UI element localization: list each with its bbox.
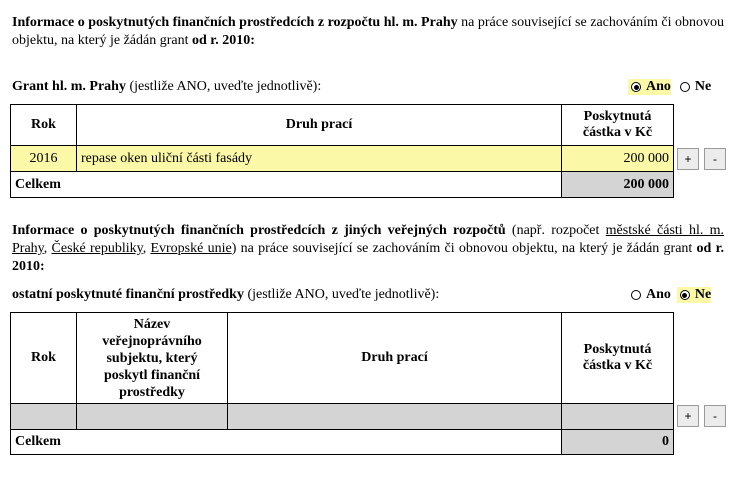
section2-question-bold: ostatní poskytnuté finanční prostředky: [12, 287, 244, 302]
row-rok-input[interactable]: [10, 403, 77, 430]
link-mestska-cast[interactable]: městské části hl. m. Prahy: [12, 223, 724, 256]
section2-add-row-button[interactable]: +: [677, 405, 699, 427]
section2-intro-bold: Informace o poskytnutých finančních prostředcích z jiných veřejných rozpočtů: [12, 223, 506, 238]
header-castka-line1: Poskytnutá: [583, 342, 652, 357]
section1-remove-row-button[interactable]: -: [704, 148, 726, 170]
header-castka: [561, 312, 674, 404]
section1-radio-ano[interactable]: [628, 79, 671, 95]
section1-intro-rest: na práce související se zachováním či obnovou objektu, na který je žádán grant: [12, 15, 724, 48]
section2-radio-ne[interactable]: [677, 287, 711, 303]
row-druh-input[interactable]: [227, 403, 562, 430]
row-castka-input[interactable]: 200 000: [561, 145, 674, 172]
radio-checked-icon: [680, 290, 690, 300]
header-subjekt-line1: Název: [133, 316, 171, 332]
radio-unchecked-icon: [631, 290, 641, 300]
section2-intro-rest2: ) na práce související se zachováním či obnovou objektu, na který je žádán grant: [231, 241, 697, 256]
header-castka: [561, 104, 674, 146]
section2-radio-ano-label: Ano: [646, 287, 671, 302]
header-rok: Rok: [10, 104, 77, 146]
header-subjekt-line2: veřejnoprávního: [102, 333, 202, 349]
section2-question: [12, 287, 439, 303]
row-castka-input[interactable]: [561, 403, 674, 430]
total-value: 200 000: [561, 171, 674, 198]
radio-unchecked-icon: [680, 82, 690, 92]
header-subjekt-line3: subjektu, který: [106, 350, 198, 366]
section2-remove-row-button[interactable]: -: [704, 405, 726, 427]
section1-intro: [12, 14, 724, 50]
header-castka-line2: částka v Kč: [582, 358, 653, 373]
total-label: Celkem: [10, 171, 562, 198]
header-druh-praci: Druh prací: [227, 312, 562, 404]
total-label: Celkem: [10, 429, 562, 455]
section2-radio-ne-label: Ne: [694, 287, 712, 302]
row-subjekt-input[interactable]: [76, 403, 228, 430]
section1-radio-ano-label: Ano: [646, 79, 671, 94]
section2-radio-ano[interactable]: [628, 287, 671, 303]
header-druh-praci: Druh prací: [76, 104, 562, 146]
section2-sep2: ,: [142, 241, 151, 256]
radio-checked-icon: [631, 82, 641, 92]
header-subjekt: [76, 312, 228, 404]
header-rok: Rok: [10, 312, 77, 404]
section1-question: [12, 79, 321, 95]
header-subjekt-line4: poskytl finanční: [103, 367, 201, 383]
section1-intro-bold: Informace o poskytnutých finančních prostředcích z rozpočtu hl. m. Prahy: [12, 15, 458, 30]
section2-intro: [12, 222, 724, 276]
section2-intro-rest1: (např. rozpočet: [505, 223, 606, 238]
section1-radio-group: [628, 79, 711, 95]
section1-intro-year: od r. 2010:: [191, 33, 255, 48]
section1-question-rest: (jestliže ANO, uveďte jednotlivě):: [125, 79, 322, 94]
section2-question-rest: (jestliže ANO, uveďte jednotlivě):: [243, 287, 440, 302]
section2-intro-year: od r. 2010:: [12, 241, 725, 274]
section2-sep1: ,: [43, 241, 52, 256]
row-rok-input[interactable]: 2016: [10, 145, 77, 172]
header-castka-line1: Poskytnutá: [583, 109, 652, 124]
section1-add-row-button[interactable]: +: [677, 148, 699, 170]
header-subjekt-line5: prostředky: [119, 384, 185, 400]
link-evropska-unie[interactable]: Evropské unie: [150, 241, 232, 256]
link-ceska-republika[interactable]: České republiky: [51, 241, 143, 256]
header-castka-line2: částka v Kč: [582, 125, 653, 140]
section1-radio-ne[interactable]: [677, 79, 711, 95]
section1-radio-ne-label: Ne: [694, 79, 712, 94]
total-value: 0: [561, 429, 674, 455]
row-druh-input[interactable]: repase oken uliční části fasády: [76, 145, 562, 172]
section1-question-bold: Grant hl. m. Prahy: [12, 79, 126, 94]
section2-radio-group: [628, 287, 711, 303]
